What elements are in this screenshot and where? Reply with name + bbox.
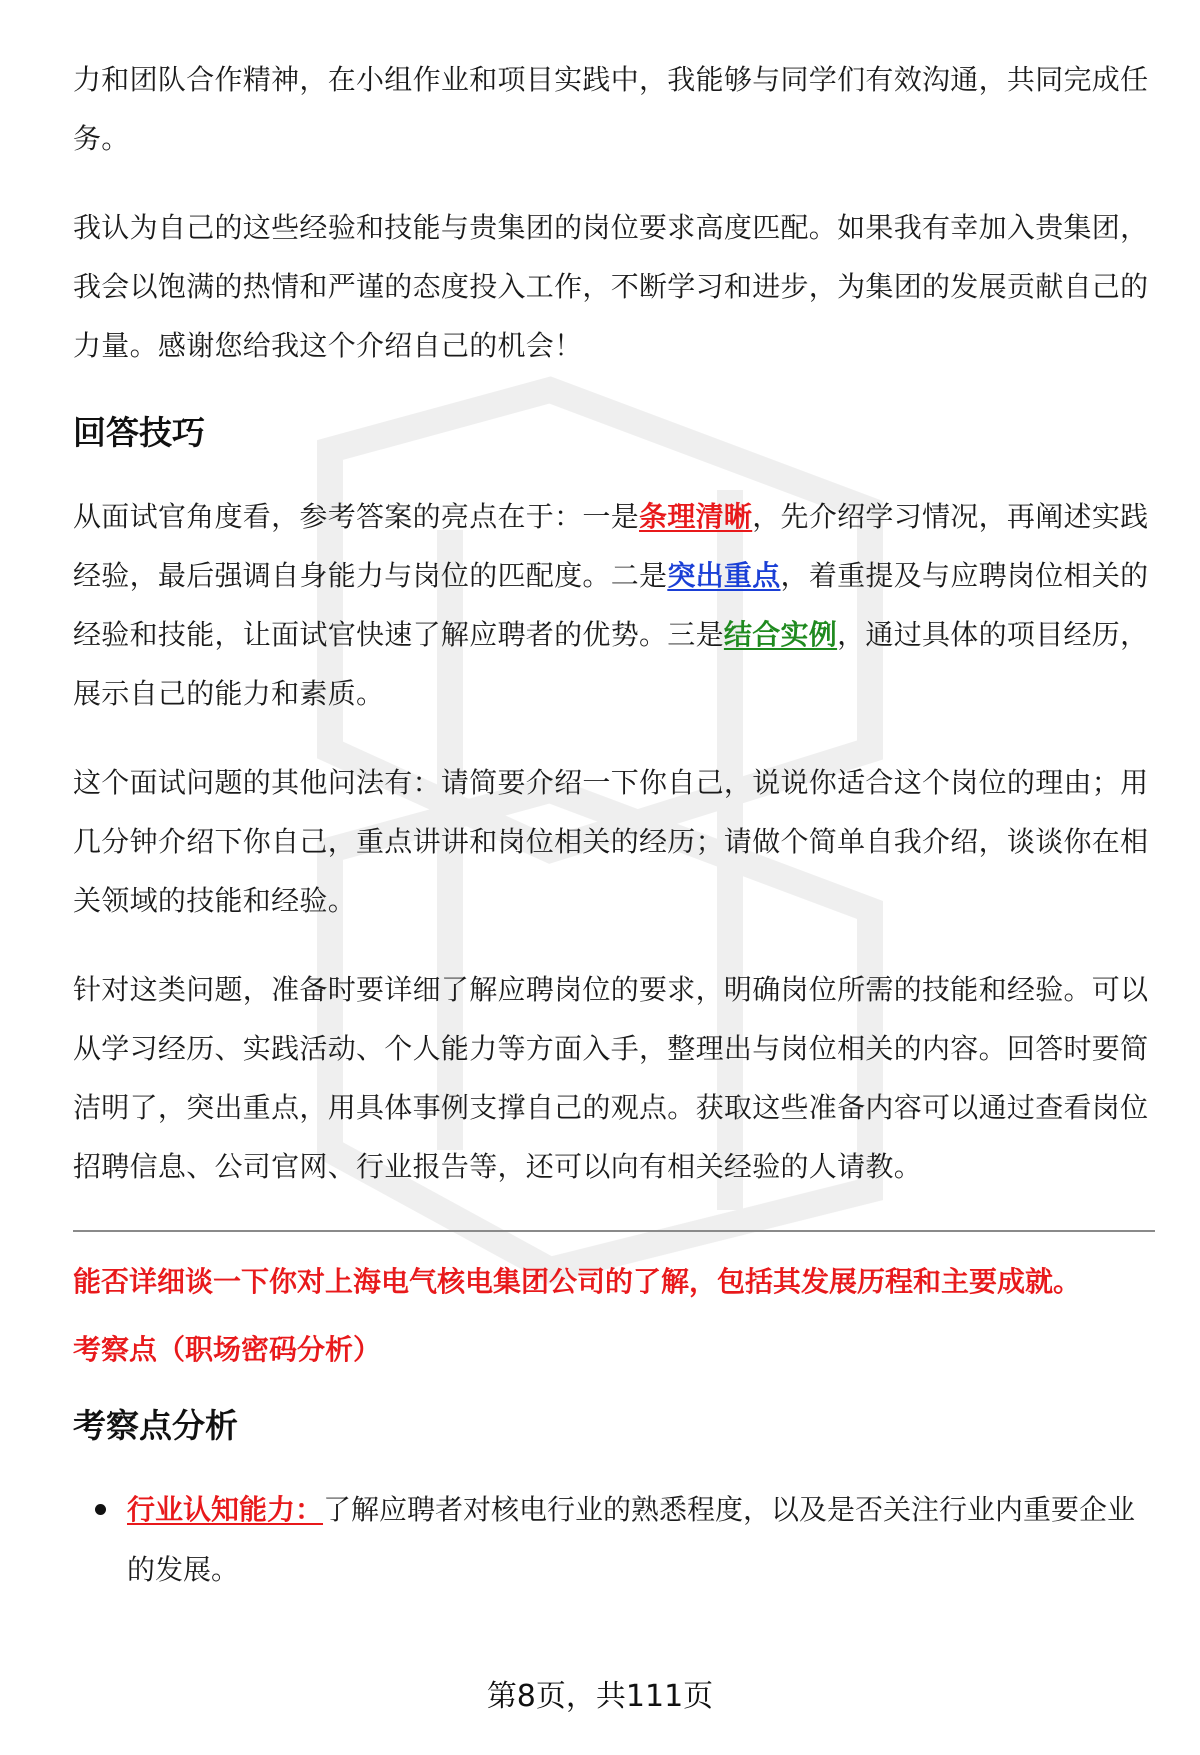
tips-paragraph-2: 这个面试问题的其他问法有：请简要介绍一下你自己，说说你适合这个岗位的理由；用几分钟介绍下你自己，重点讲讲和岗位相关的经历；请做个简单自我介绍，谈谈你在相关领域的技能和经验。 [73, 766, 1149, 917]
analysis-points-list [73, 1480, 1153, 1600]
section-divider [73, 1230, 1155, 1232]
tips-text-4: ，通过具体的项目经历，展示自己的能力和素质。 [73, 618, 1149, 710]
tips-text-3: ，着重提及与应聘岗位相关的经验和技能，让面试官快速了解应聘者的优势。三是 [73, 559, 1149, 651]
question-subtitle: 考察点（职场密码分析） [73, 1333, 382, 1366]
highlight-examples: 结合实例 [723, 618, 838, 651]
intro-paragraph-1: 力和团队合作精神，在小组作业和项目实践中，我能够与同学们有效沟通，共同完成任务。 [73, 63, 1149, 155]
analysis-point-label: 行业认知能力： [127, 1493, 324, 1526]
tips-text-2: ，先介绍学习情况，再阐述实践经验，最后强调自身能力与岗位的匹配度。二是 [73, 500, 1149, 592]
main-content [73, 50, 1153, 1600]
tips-paragraph-1 [73, 487, 1153, 723]
analysis-heading: 考察点分析 [73, 1406, 238, 1445]
highlight-clear-structure: 条理清晰 [639, 500, 753, 533]
question-title: 能否详细谈一下你对上海电气核电集团公司的了解，包括其发展历程和主要成就。 [73, 1265, 1082, 1298]
highlight-key-points: 突出重点 [667, 559, 781, 592]
analysis-point-text: 了解应聘者对核电行业的熟悉程度，以及是否关注行业内重要企业的发展。 [127, 1493, 1136, 1586]
tips-text-1: 从面试官角度看，参考答案的亮点在于：一是 [73, 500, 640, 533]
bullet-icon [95, 1504, 106, 1515]
page-number: 第8页，共111页 [486, 1679, 714, 1714]
tips-paragraph-3: 针对这类问题，准备时要详细了解应聘岗位的要求，明确岗位所需的技能和经验。可以从学习经历、实践活动、个人能力等方面入手，整理出与岗位相关的内容。回答时要简洁明了，突出重点，用具体事例支撑自己的观点。获取这些准备内容可以通过查看岗位招聘信息、公司官网、行业报告等，还可以向有相关经验的人请教。 [73, 973, 1149, 1183]
tips-heading: 回答技巧 [73, 413, 205, 452]
analysis-point [73, 1480, 1153, 1600]
intro-paragraph-2: 我认为自己的这些经验和技能与贵集团的岗位要求高度匹配。如果我有幸加入贵集团，我会以饱满的热情和严谨的态度投入工作，不断学习和进步，为集团的发展贡献自己的力量。感谢您给我这个介绍自己的机会！ [73, 211, 1149, 362]
